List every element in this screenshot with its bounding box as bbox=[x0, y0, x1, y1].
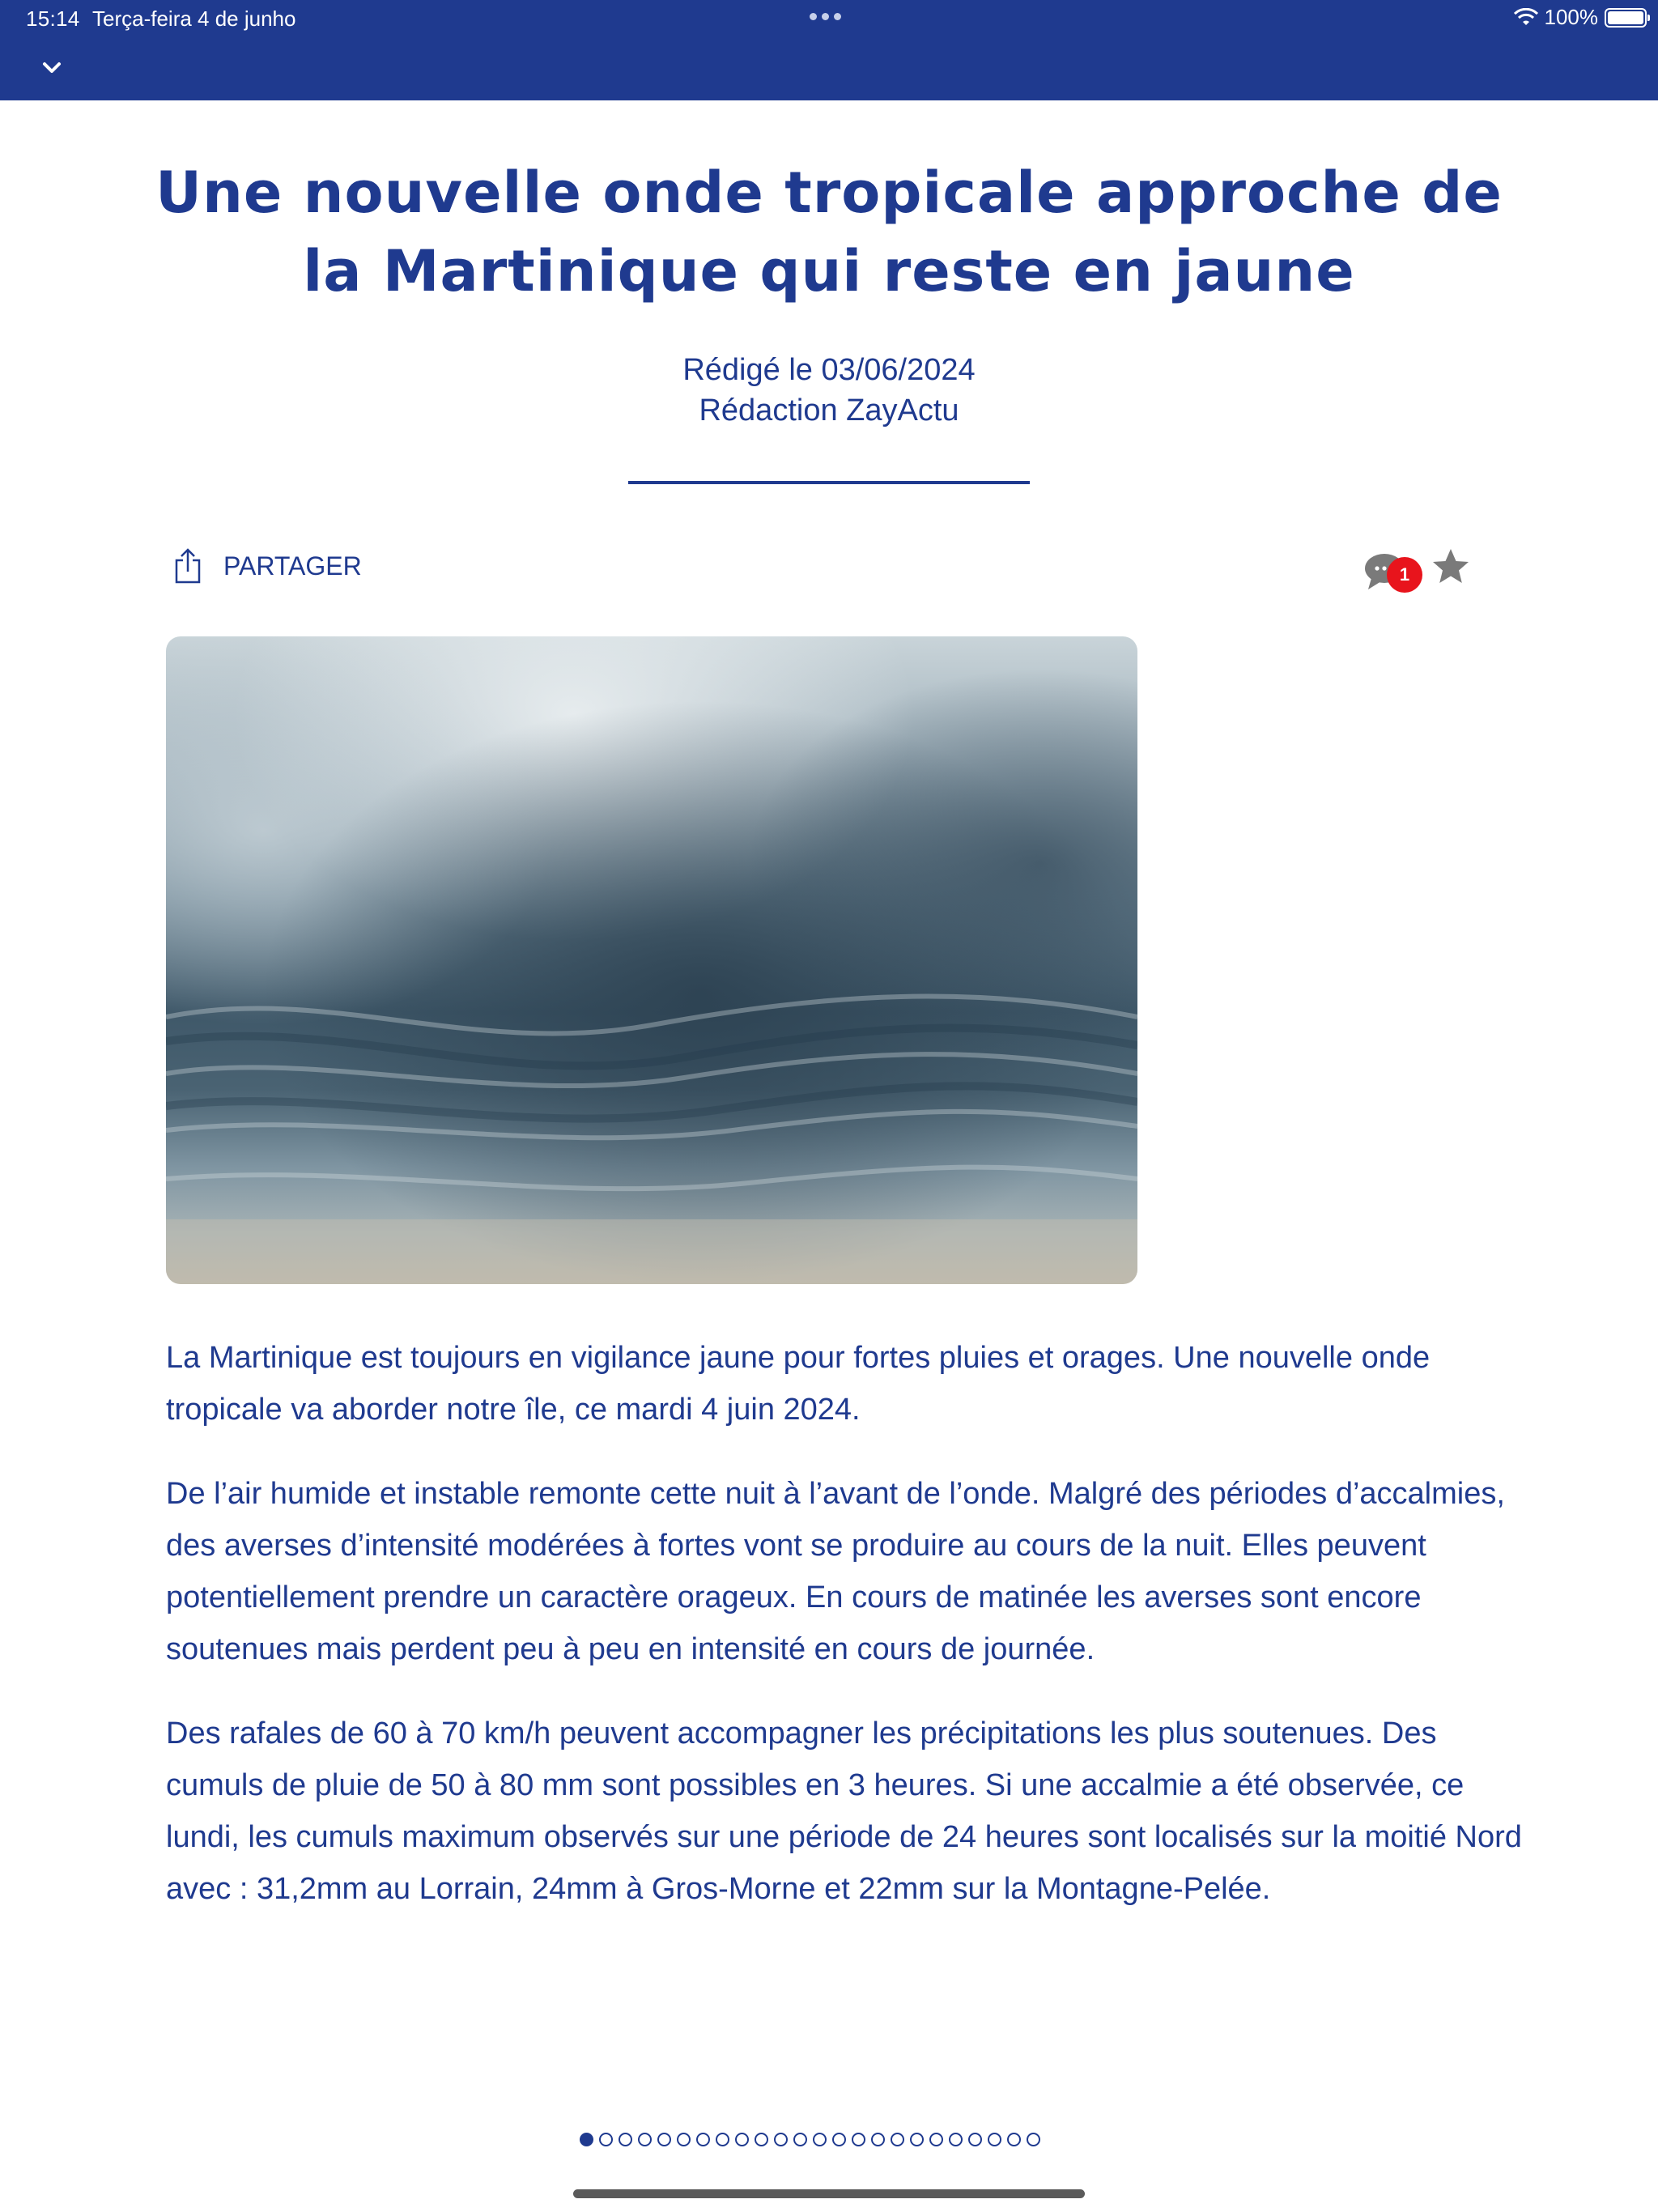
page-dot[interactable] bbox=[716, 2133, 729, 2146]
page-dot[interactable] bbox=[774, 2133, 788, 2146]
page-dot[interactable] bbox=[832, 2133, 846, 2146]
page-dot[interactable] bbox=[755, 2133, 768, 2146]
page-dot[interactable] bbox=[949, 2133, 963, 2146]
page-dot[interactable] bbox=[793, 2133, 807, 2146]
page-dot[interactable] bbox=[735, 2133, 749, 2146]
page-dot[interactable] bbox=[580, 2133, 593, 2146]
paragraph: La Martinique est toujours en vigilance jaune pour fortes pluies et orages. Une nouvelle onde tropicale va aborder notre île, ce mardi 4 juin 2024. bbox=[166, 1341, 1431, 1427]
article-body bbox=[166, 1332, 1526, 1947]
paragraph: Des rafales de 60 à 70 km/h peuvent accompagner les précipitations les plus soutenues. Des cumuls de pluie de 50 à 80 mm sont possibles en 3 heures. Si une accalmie a été observée, ce lundi, les cumuls maximum observés sur une période de 24 heures sont localisés sur la moitié Nord avec : 31,2mm au Lorrain, 24mm à Gros-Morne et 22mm sur la Montagne-Pelée. bbox=[166, 1716, 1522, 1906]
chevron-down-icon[interactable] bbox=[40, 57, 63, 79]
page-dot[interactable] bbox=[929, 2133, 943, 2146]
page-dot[interactable] bbox=[599, 2133, 613, 2146]
page-indicator[interactable] bbox=[580, 2133, 1040, 2146]
page-dot[interactable] bbox=[968, 2133, 982, 2146]
battery-icon bbox=[1605, 8, 1647, 28]
share-label: PARTAGER bbox=[223, 551, 362, 581]
article-meta bbox=[0, 350, 1658, 431]
page-dot[interactable] bbox=[1027, 2133, 1040, 2146]
title-divider bbox=[628, 481, 1030, 484]
paragraph: De l’air humide et instable remonte cette nuit à l’avant de l’onde. Malgré des périodes d’accalmies, des averses d’intensité modérées à fortes vont se produire au cours de la nuit. Elles peuvent potentiellement prendre un caractère orageux. En cours de matinée les averses sont encore soutenues mais perdent peu à peu en intensité en cours de journée. bbox=[166, 1477, 1505, 1666]
share-icon bbox=[172, 547, 204, 585]
article-title: Une nouvelle onde tropicale approche de la Martinique qui reste en jaune bbox=[155, 160, 1503, 304]
page-dot[interactable] bbox=[910, 2133, 924, 2146]
page-dot[interactable] bbox=[891, 2133, 904, 2146]
page-dot[interactable] bbox=[696, 2133, 710, 2146]
top-bar bbox=[0, 0, 1658, 100]
page-dot[interactable] bbox=[813, 2133, 827, 2146]
storm-clouds-image bbox=[166, 636, 1137, 1284]
article-author: Rédaction ZayActu bbox=[699, 393, 959, 428]
status-right bbox=[1514, 5, 1647, 30]
page-dot[interactable] bbox=[677, 2133, 691, 2146]
share-button[interactable] bbox=[172, 547, 362, 585]
status-date: Terça-feira 4 de junho bbox=[92, 6, 296, 31]
article-date: Rédigé le 03/06/2024 bbox=[682, 353, 976, 387]
article-image bbox=[166, 636, 1137, 1284]
battery-percent: 100% bbox=[1544, 5, 1598, 29]
page-dot[interactable] bbox=[988, 2133, 1001, 2146]
home-indicator[interactable] bbox=[573, 2189, 1085, 2198]
page-dot[interactable] bbox=[1007, 2133, 1021, 2146]
page-dot[interactable] bbox=[619, 2133, 632, 2146]
wifi-icon bbox=[1514, 8, 1538, 28]
star-icon[interactable] bbox=[1430, 546, 1472, 588]
page-dot[interactable] bbox=[657, 2133, 671, 2146]
page-dot[interactable] bbox=[638, 2133, 652, 2146]
multitasking-dots-icon[interactable] bbox=[810, 13, 841, 20]
status-time: 15:14 bbox=[26, 6, 80, 31]
page-dot[interactable] bbox=[852, 2133, 865, 2146]
comment-count-badge: 1 bbox=[1387, 557, 1422, 593]
page-dot[interactable] bbox=[871, 2133, 885, 2146]
